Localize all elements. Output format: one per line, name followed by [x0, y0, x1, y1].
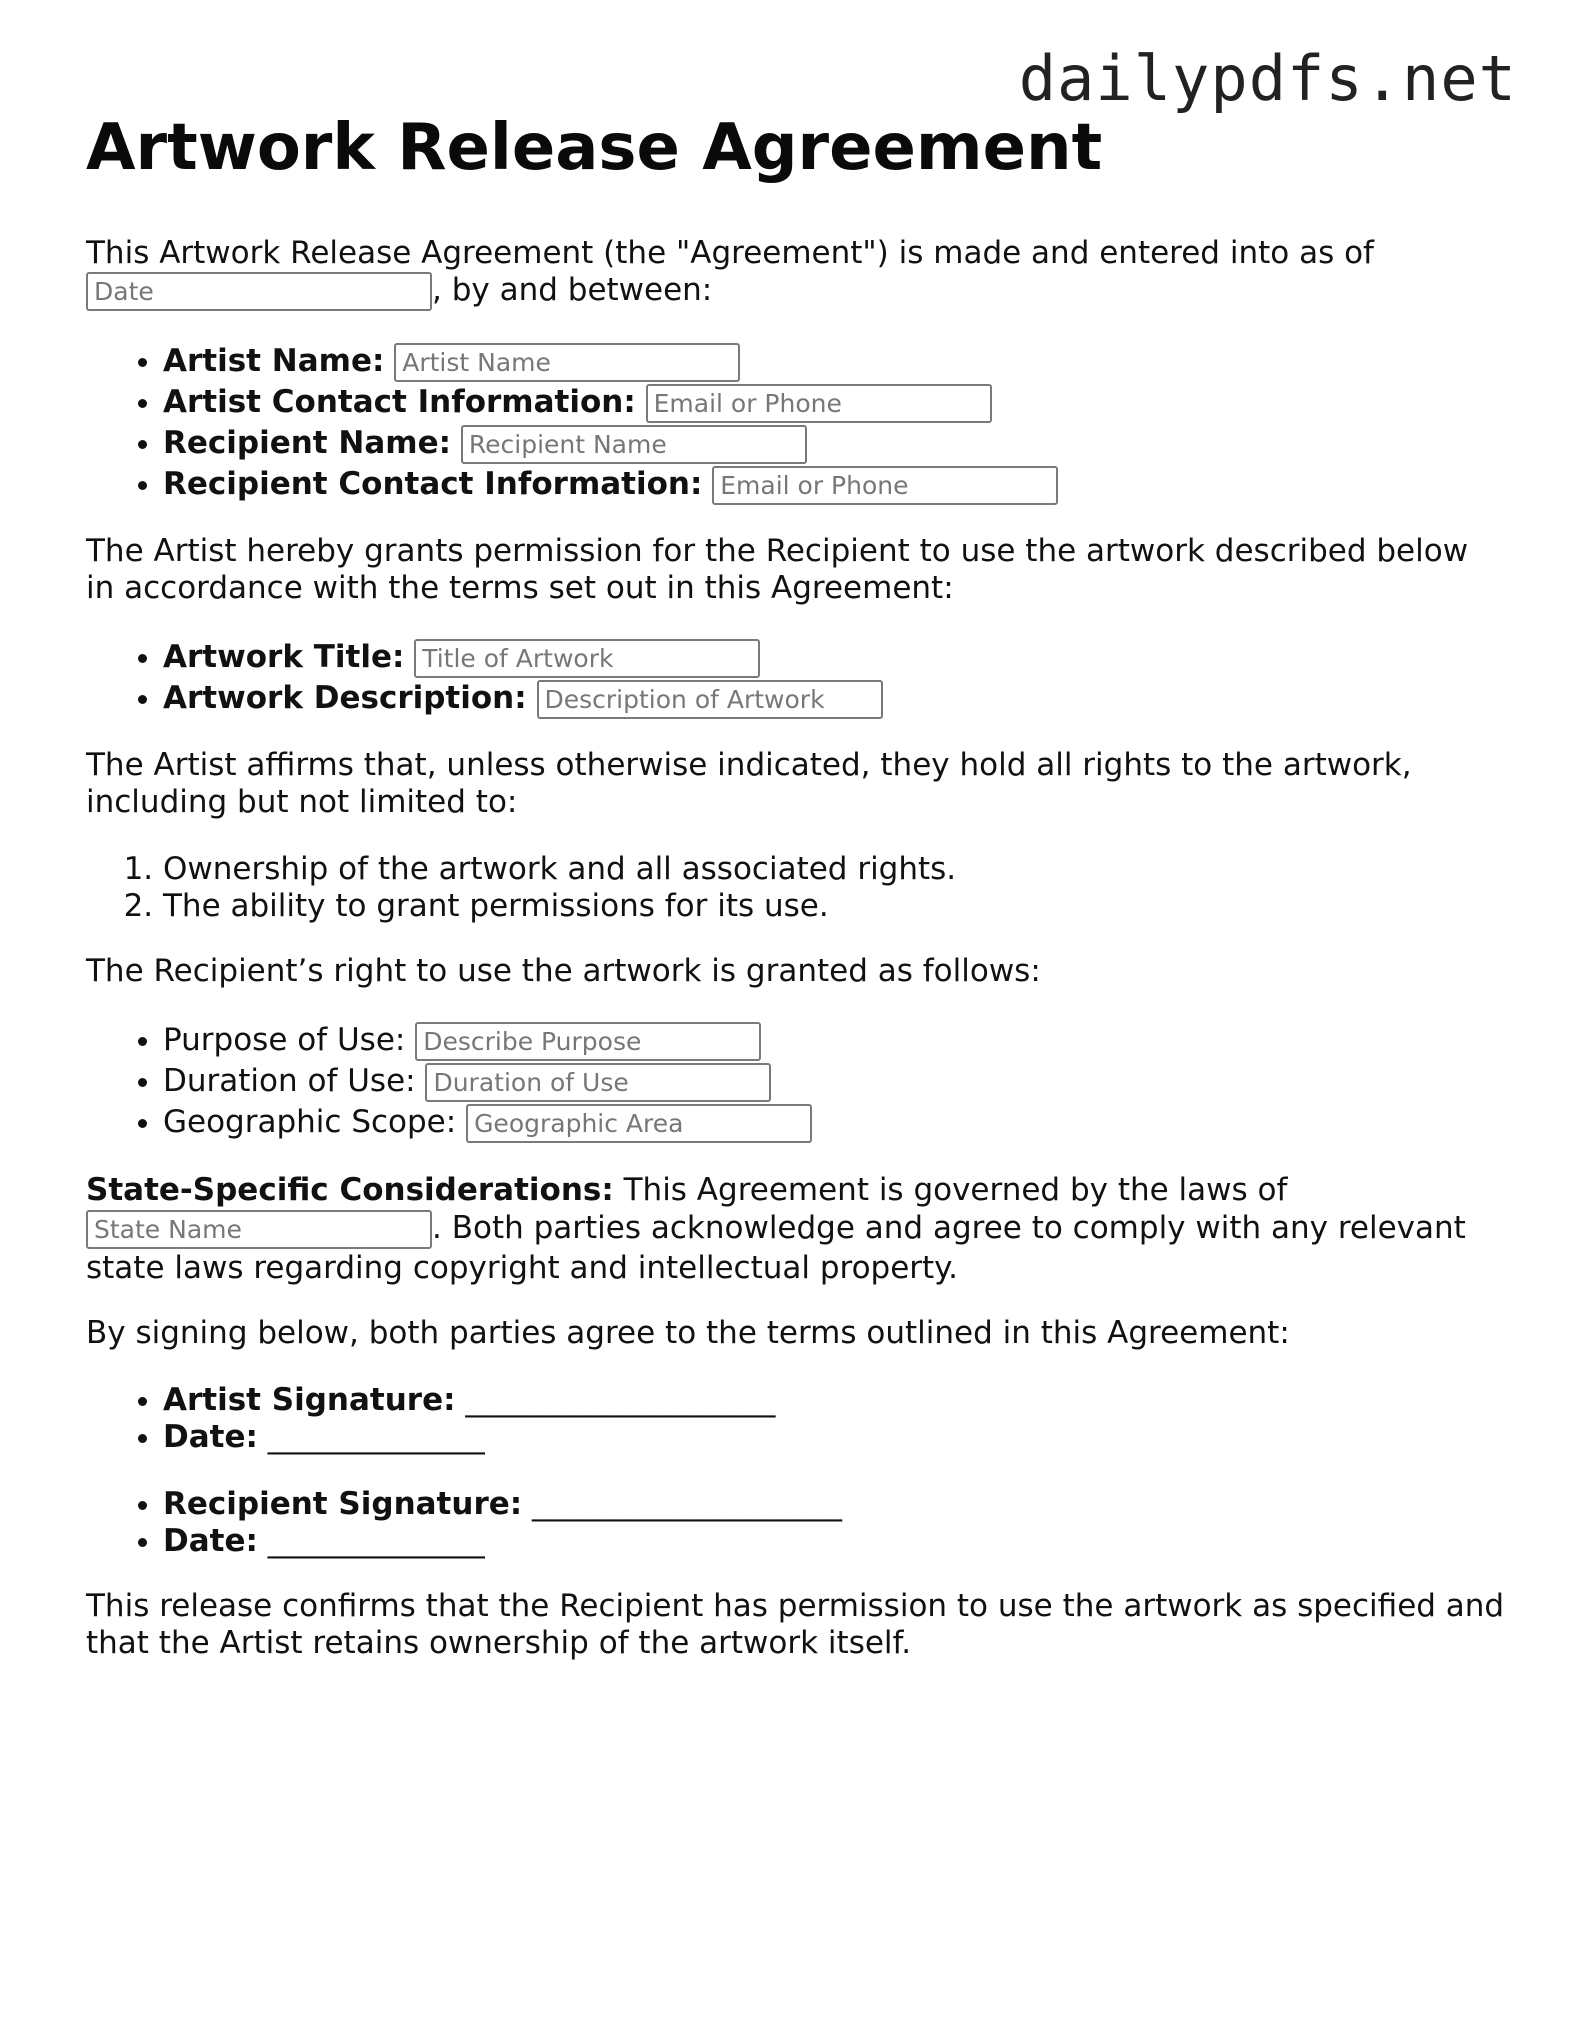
- list-item: [163, 1486, 1506, 1523]
- page-title: Artwork Release Agreement: [86, 111, 1103, 185]
- list-item: [163, 382, 1506, 423]
- recipient-signature-line[interactable]: ____________________: [532, 1486, 843, 1522]
- rights-list: [86, 851, 1506, 925]
- grant-paragraph: The Artist hereby grants permission for the Recipient to use the artwork described below in accordance with the terms set out in this Agreement:: [86, 533, 1469, 606]
- recipient-date-label: Date:: [163, 1523, 258, 1559]
- artist-signature-line[interactable]: ____________________: [465, 1382, 776, 1418]
- purpose-label: Purpose of Use:: [163, 1022, 406, 1058]
- recipient-name-label: Recipient Name:: [163, 425, 452, 461]
- state-paragraph: [86, 1171, 1506, 1287]
- artwork-title-label: Artwork Title:: [163, 639, 405, 675]
- intro-paragraph: [86, 235, 1506, 311]
- watermark: dailypdfs.net: [1018, 42, 1517, 115]
- list-item: [163, 341, 1506, 382]
- state-considerations-label: State-Specific Considerations:: [86, 1172, 614, 1208]
- list-item: [163, 1523, 1506, 1560]
- artist-date-line[interactable]: ______________: [267, 1419, 485, 1455]
- artist-name-label: Artist Name:: [163, 343, 385, 379]
- duration-input[interactable]: Duration of Use: [425, 1063, 771, 1102]
- list-item: [163, 464, 1506, 505]
- purpose-input[interactable]: Describe Purpose: [415, 1022, 761, 1061]
- parties-list: [86, 341, 1506, 505]
- list-item: [163, 1419, 1506, 1456]
- list-item: 2. The ability to grant permissions for its use.: [163, 888, 1506, 925]
- recipient-contact-label: Recipient Contact Information:: [163, 466, 703, 502]
- state-text: This Agreement is governed by the laws of: [613, 1172, 1288, 1208]
- artwork-description-label: Artwork Description:: [163, 680, 527, 716]
- artist-name-input[interactable]: Artist Name: [394, 343, 740, 382]
- artwork-list: [86, 637, 1506, 719]
- signing-paragraph: By signing below, both parties agree to the terms outlined in this Agreement:: [86, 1315, 1290, 1351]
- recipient-contact-input[interactable]: Email or Phone: [712, 466, 1058, 505]
- state-text-after: . Both parties acknowledge and agree to comply with any relevant state laws regarding copyright and intellectual property.: [86, 1210, 1466, 1286]
- duration-label: Duration of Use:: [163, 1063, 416, 1099]
- list-item: [163, 1382, 1506, 1419]
- artwork-title-input[interactable]: Title of Artwork: [414, 639, 760, 678]
- artwork-description-input[interactable]: Description of Artwork: [537, 680, 883, 719]
- closing-paragraph: This release confirms that the Recipient has permission to use the artwork as specified and that the Artist retains ownership of the artwork itself.: [86, 1588, 1505, 1661]
- state-name-input[interactable]: State Name: [86, 1210, 432, 1249]
- list-item: [163, 637, 1506, 678]
- list-item: [163, 1020, 1506, 1061]
- geographic-scope-label: Geographic Scope:: [163, 1104, 457, 1140]
- recipient-signature-label: Recipient Signature:: [163, 1486, 523, 1522]
- recipient-signature-list: [86, 1486, 1506, 1560]
- artist-signature-list: [86, 1382, 1506, 1456]
- recipient-name-input[interactable]: Recipient Name: [461, 425, 807, 464]
- rights-paragraph: The Artist affirms that, unless otherwise indicated, they hold all rights to the artwork, including but not limited to:: [86, 747, 1412, 820]
- artist-signature-label: Artist Signature:: [163, 1382, 456, 1418]
- list-item: [163, 1061, 1506, 1102]
- list-item: [163, 423, 1506, 464]
- list-item: [163, 678, 1506, 719]
- date-input[interactable]: Date: [86, 272, 432, 311]
- list-item: 1. Ownership of the artwork and all associated rights.: [163, 851, 1506, 888]
- use-terms-list: [86, 1020, 1506, 1143]
- artist-contact-input[interactable]: Email or Phone: [646, 384, 992, 423]
- geographic-area-input[interactable]: Geographic Area: [466, 1104, 812, 1143]
- intro-text-after: , by and between:: [432, 272, 713, 308]
- recipient-date-line[interactable]: ______________: [267, 1523, 485, 1559]
- intro-text: This Artwork Release Agreement (the "Agreement") is made and entered into as of: [86, 235, 1374, 271]
- agreement-document: [86, 108, 1506, 1662]
- list-item: [163, 1102, 1506, 1143]
- artist-contact-label: Artist Contact Information:: [163, 384, 636, 420]
- artist-date-label: Date:: [163, 1419, 258, 1455]
- use-paragraph: The Recipient’s right to use the artwork is granted as follows:: [86, 953, 1041, 989]
